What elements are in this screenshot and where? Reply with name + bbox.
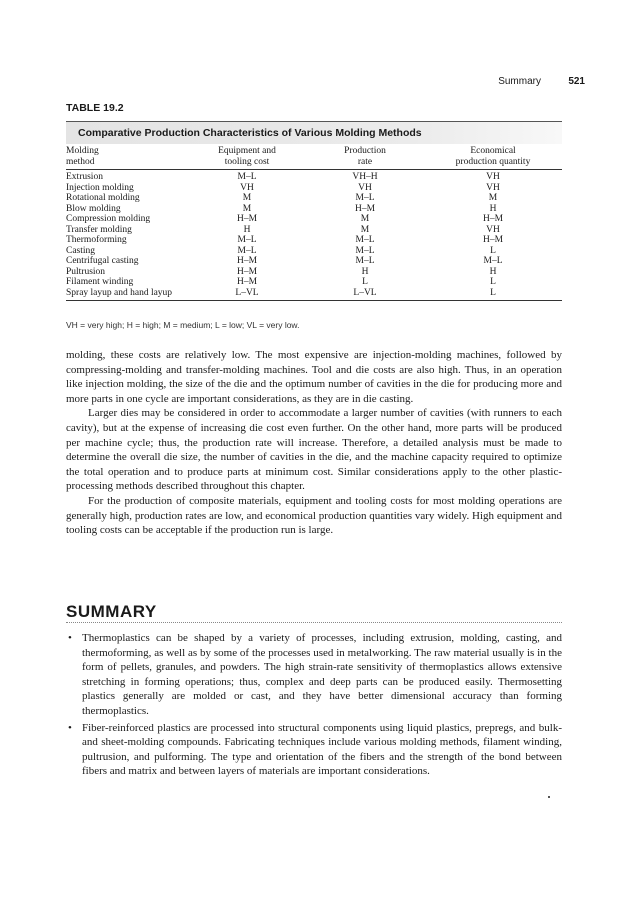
table-cell: H — [489, 266, 497, 277]
table-header-cell: Molding method — [66, 143, 188, 170]
table-row — [66, 267, 562, 278]
table-cell: M–L — [237, 245, 257, 256]
table-cell: M–L — [355, 245, 375, 256]
table-cell: M–L — [237, 172, 257, 182]
table-cell: H–M — [482, 235, 504, 245]
table-cell: M–L — [483, 256, 503, 266]
table-row — [66, 288, 562, 301]
table-cell: H–M — [236, 277, 258, 287]
table-cell: M — [360, 224, 370, 235]
table-cell: Spray layup and hand layup — [66, 288, 188, 301]
table-cell: H — [361, 266, 369, 277]
table-cell: H–M — [236, 214, 258, 224]
table-cell: Rotational molding — [66, 193, 140, 203]
page-number: 521 — [568, 76, 585, 87]
table-cell: M — [242, 203, 252, 214]
table-cell: L — [490, 245, 496, 256]
summary-bullet-list — [66, 631, 562, 781]
table-cell: Transfer molding — [66, 224, 132, 235]
table-row — [66, 256, 562, 267]
table-cell: H — [243, 224, 251, 235]
summary-bullet-text: Fiber-reinforced plastics are processed into structural components using liquid plastics, prepregs, and bulk- and sheet-molding compounds. Fabricating techniques include various molding methods, filament winding, pultrusion, and pulforming. The type and orientation of the fibers and the strength of the bond between fibers and matrix and between layers of materials are important considerations. — [82, 721, 562, 778]
table-cell: VH — [240, 182, 254, 193]
summary-bullet-text: Thermoplastics can be shaped by a variety of processes, including extrusion, molding, casting, and thermoforming, as well as by some of the processes used in metalworking. The raw material usually is in the form of pellets, granules, and powders. The high strain-rate sensitivity of thermoplastics allows extensive stretching in forming operations; thus, complex and deep parts can be produced easily. Thermosetting plastics generally are molded or cast, and they have better dimensional accuracy than forming thermoplastics. — [82, 632, 562, 717]
table-cell: Casting — [66, 245, 96, 256]
table-row — [66, 277, 562, 288]
table-header-cell: Production rate — [306, 143, 424, 170]
table-cell: Extrusion — [66, 172, 103, 182]
table-cell: L — [362, 277, 368, 287]
table-cell: Compression molding — [66, 214, 151, 224]
scan-speck — [548, 796, 550, 798]
table-row — [66, 193, 562, 204]
table-cell: VH–H — [352, 172, 378, 182]
table-cell: Pultrusion — [66, 266, 106, 277]
table-cell: VH — [486, 182, 500, 193]
table-cell: M–L — [355, 235, 375, 245]
table-cell: Blow molding — [66, 203, 121, 214]
summary-bullet — [66, 721, 562, 779]
running-head-section: Summary — [498, 76, 541, 87]
table-row — [66, 225, 562, 236]
table-footnote: VH = very high; H = high; M = medium; L = low; VL = very low. — [66, 320, 300, 330]
table-header-cell: Economical production quantity — [424, 143, 562, 170]
molding-methods-table — [66, 143, 562, 301]
table-header-cell: Equipment and tooling cost — [188, 143, 306, 170]
table-cell: H–M — [482, 214, 504, 224]
bullet-icon: • — [68, 721, 72, 734]
table-cell: VH — [486, 172, 500, 182]
table-cell: Injection molding — [66, 182, 134, 193]
table-row — [66, 214, 562, 225]
table-cell: H — [489, 203, 497, 214]
paragraph: For the production of composite materials, equipment and tooling costs for most molding operations are generally high, production rates are low, and economical production quantities vary widely. High equipment and tooling costs can be acceptable if the production run is large. — [66, 494, 562, 537]
table-title: Comparative Production Characteristics of Various Molding Methods — [78, 127, 422, 139]
bullet-icon: • — [68, 632, 72, 644]
table-cell: H–M — [236, 266, 258, 277]
summary-bullet — [66, 631, 562, 719]
table-cell: Thermoforming — [66, 235, 127, 245]
table-cell: L–VL — [188, 288, 306, 301]
table-label: TABLE 19.2 — [66, 102, 124, 114]
table-row — [66, 170, 562, 183]
paragraph: molding, these costs are relatively low. The most expensive are injection-molding machines, followed by compressing-molding and transfer-molding machines. Tool and die costs are also high. Thus, in an operation like injection molding, the size of the die and the optimum number of cavities in the die for producing more and more parts in one cycle are important considerations, as they are in die casting. — [66, 349, 562, 405]
table-cell: VH — [486, 224, 500, 235]
table-title-band — [66, 121, 562, 144]
table-cell: M–L — [355, 193, 375, 203]
table-cell: Filament winding — [66, 277, 134, 287]
table-cell: M — [242, 193, 252, 203]
table-cell: M–L — [237, 235, 257, 245]
table-cell: H–M — [354, 203, 376, 214]
table-cell: L — [424, 288, 562, 301]
paragraph: Larger dies may be considered in order to accommodate a larger number of cavities (with runners to each cavity), but at the expense of increasing die cost even further. On the other hand, more parts will be produced per machine cycle; thus, the production rate will increase. Therefore, a detailed analysis must be made to determine the overall die size, the number of cavities in the die, and the machine capacity required to optimize the total operation and to produce parts at minimum cost. Similar considerations apply to the other plastic-processing methods described throughout this chapter. — [66, 407, 562, 493]
table-row — [66, 183, 562, 194]
table-cell: M — [488, 193, 498, 203]
table-cell: M–L — [355, 256, 375, 266]
table-cell: M — [360, 214, 370, 224]
summary-rule — [66, 622, 562, 623]
table-header-row — [66, 143, 562, 170]
table-cell: H–M — [236, 256, 258, 266]
body-text — [66, 348, 562, 538]
table-cell: VH — [358, 182, 372, 193]
table-row — [66, 235, 562, 246]
table-row — [66, 204, 562, 215]
table-cell: Centrifugal casting — [66, 256, 139, 266]
table-cell: L–VL — [306, 288, 424, 301]
summary-heading: SUMMARY — [66, 602, 157, 621]
table-row — [66, 246, 562, 257]
table-cell: L — [490, 277, 496, 287]
